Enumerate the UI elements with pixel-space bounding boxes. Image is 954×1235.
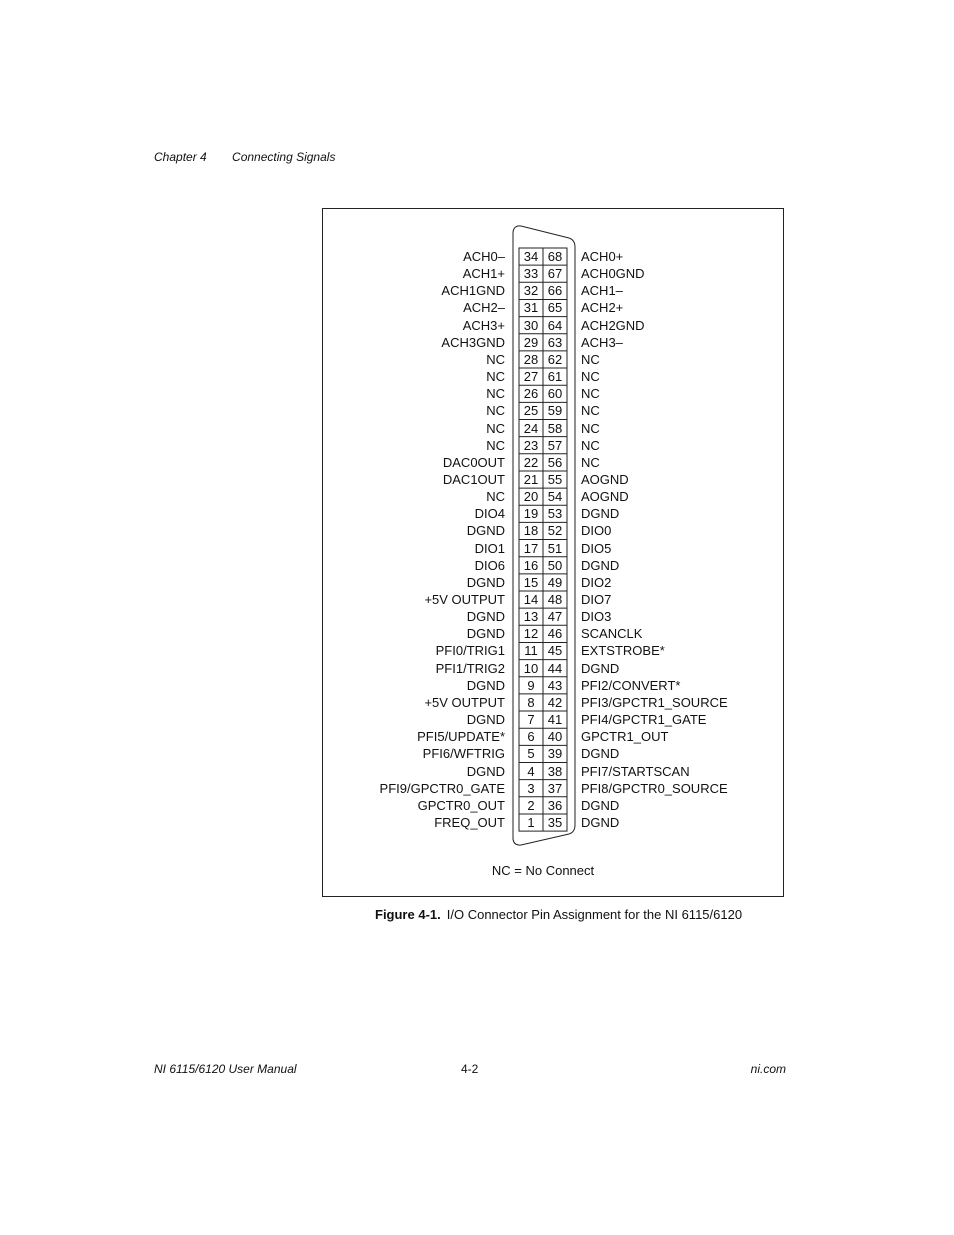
pin-left-label: ACH1GND [441,283,505,299]
pin-left-label: DGND [466,763,505,779]
pin-right-number: 37 [547,780,563,796]
pin-row [323,591,783,608]
pin-left-number: 14 [523,592,539,607]
pin-left-number: 4 [527,763,535,779]
pin-left-label: NC [486,369,505,385]
pin-left-number: 11 [524,643,538,659]
pin-right-label: ACH0GND [581,266,645,282]
pin-left-number: 30 [523,317,539,333]
figure-box [322,208,784,897]
pin-right-label: PFI8/GPCTR0_SOURCE [581,780,728,796]
pin-left-label: DGND [466,609,505,625]
pin-right-number: 58 [547,420,563,436]
pin-right-number: 39 [547,746,563,762]
pin-right-number: 61 [547,369,563,385]
pin-right-label: DIO7 [581,592,612,607]
pin-row [323,505,783,522]
pin-right-number: 67 [547,266,563,282]
pin-right-number: 44 [547,660,563,676]
pin-row [323,763,783,780]
pin-right-label: DIO5 [581,540,612,556]
pin-right-number: 45 [547,643,563,659]
pin-left-label: NC [486,489,505,505]
pin-left-label: NC [486,351,505,367]
figure-note: NC = No Connect [491,863,595,878]
pin-right-label: ACH3– [581,334,623,350]
pin-right-number: 52 [547,523,563,539]
pin-right-number: 66 [547,283,563,299]
pin-left-number: 25 [523,403,539,419]
pin-row [323,420,783,437]
running-header [154,150,335,164]
pin-right-label: NC [581,369,600,385]
pin-right-label: NC [581,437,600,453]
pin-row [323,265,783,282]
pin-left-label: DAC1OUT [442,471,505,487]
pin-right-number: 38 [547,763,563,779]
pin-right-label: PFI2/CONVERT* [581,677,681,693]
figure-caption [375,907,742,922]
pin-right-label: PFI7/STARTSCAN [581,763,690,779]
pin-row [323,694,783,711]
pin-left-label: PFI9/GPCTR0_GATE [379,780,505,796]
pin-left-label: ACH1+ [462,266,505,282]
pin-left-label: ACH2– [463,300,505,316]
pin-right-number: 57 [547,437,563,453]
pin-right-label: ACH2GND [581,317,645,333]
pin-right-label: NC [581,454,600,470]
pin-row [323,797,783,814]
pin-row [323,711,783,728]
pin-right-number: 55 [547,471,563,487]
pin-right-label: ACH0+ [581,249,624,264]
pin-row [323,248,783,265]
pin-row [323,334,783,351]
pin-row [323,282,783,299]
pin-left-label: DIO6 [474,557,505,573]
pin-right-label: PFI3/GPCTR1_SOURCE [581,694,728,710]
pin-left-label: DGND [466,523,505,539]
pin-left-number: 34 [523,249,539,264]
pin-right-number: 63 [547,334,563,350]
pin-left-label: DGND [466,626,505,642]
pin-left-label: PFI1/TRIG2 [435,660,505,676]
pin-left-number: 29 [523,334,539,350]
pin-right-number: 35 [547,814,563,830]
pin-row [323,299,783,316]
pin-right-number: 47 [547,609,563,625]
pin-row [323,745,783,762]
pin-left-label: ACH3GND [441,334,505,350]
pin-left-label: NC [486,437,505,453]
pin-right-label: DGND [581,557,620,573]
section-title: Connecting Signals [232,150,336,164]
footer-page-number: 4-2 [461,1062,479,1076]
pin-right-number: 68 [547,249,563,264]
pin-right-label: AOGND [581,471,629,487]
pin-left-number: 21 [523,471,539,487]
footer-website: ni.com [750,1062,786,1076]
pin-left-number: 20 [523,489,539,505]
pin-right-label: DGND [581,506,620,522]
pin-row [323,317,783,334]
pin-right-label: DIO2 [581,574,612,590]
pin-row [323,437,783,454]
pin-right-label: SCANCLK [581,626,643,642]
figure-caption-text: I/O Connector Pin Assignment for the NI 6115/6120 [446,907,743,922]
pin-left-label: +5V OUTPUT [424,694,505,710]
pin-left-label: DIO1 [474,540,505,556]
pin-right-number: 46 [547,626,563,642]
pin-left-label: DGND [466,574,505,590]
pin-right-label: AOGND [581,489,629,505]
pin-left-number: 13 [523,609,539,625]
pin-left-number: 7 [527,712,535,728]
pin-row [323,625,783,642]
figure-caption-label: Figure 4-1. [375,907,441,922]
pin-left-number: 15 [523,574,539,590]
pin-row [323,540,783,557]
chapter-label: Chapter 4 [154,150,207,164]
pin-left-number: 16 [523,557,539,573]
pin-right-number: 59 [547,403,563,419]
pin-left-label: ACH3+ [462,317,505,333]
pin-left-label: +5V OUTPUT [424,592,505,607]
pin-right-number: 54 [547,489,563,505]
pin-right-label: EXTSTROBE* [581,643,665,659]
pin-right-label: DGND [581,660,620,676]
pin-left-label: DGND [466,712,505,728]
pin-left-label: PFI6/WFTRIG [422,746,505,762]
pin-row [323,728,783,745]
pin-right-label: DIO0 [581,523,612,539]
pin-left-label: DAC0OUT [442,454,505,470]
pin-right-number: 40 [547,729,563,745]
pin-left-number: 31 [523,300,539,316]
pin-row [323,574,783,591]
pin-left-number: 18 [523,523,539,539]
pin-row [323,814,783,831]
pin-row [323,454,783,471]
footer-manual-title: NI 6115/6120 User Manual [154,1062,297,1076]
pin-right-number: 56 [547,454,563,470]
pin-row [323,642,783,659]
pin-left-label: NC [486,386,505,402]
pin-right-number: 50 [547,557,563,573]
pin-right-label: NC [581,403,600,419]
pin-row [323,677,783,694]
pin-row [323,557,783,574]
pin-right-label: DGND [581,797,620,813]
pin-right-number: 49 [547,574,563,590]
pin-left-label: PFI0/TRIG1 [435,643,505,659]
pin-right-number: 51 [547,540,563,556]
pin-right-number: 41 [547,712,563,728]
pin-right-number: 64 [547,317,563,333]
pin-right-label: DGND [581,746,620,762]
pin-right-number: 65 [547,300,563,316]
pin-right-label: GPCTR1_OUT [581,729,669,745]
pin-right-number: 42 [547,694,563,710]
pin-row [323,402,783,419]
pin-left-label: PFI5/UPDATE* [417,729,505,745]
pin-right-label: NC [581,386,600,402]
pin-left-number: 2 [527,797,535,813]
pin-left-number: 6 [527,729,535,745]
pin-right-number: 53 [547,506,563,522]
pin-left-number: 9 [527,677,535,693]
pin-right-number: 62 [547,351,563,367]
pin-row [323,471,783,488]
pin-left-label: ACH0– [463,249,505,264]
pin-left-number: 27 [523,369,539,385]
pin-right-label: NC [581,420,600,436]
pin-left-label: NC [486,403,505,419]
pin-row [323,488,783,505]
pin-row [323,780,783,797]
pin-left-number: 3 [527,780,535,796]
pin-left-number: 17 [523,540,539,556]
pin-row [323,660,783,677]
pin-left-number: 24 [523,420,539,436]
pin-left-number: 22 [523,454,539,470]
pin-left-number: 10 [523,660,539,676]
pin-left-label: DIO4 [474,506,505,522]
pin-row [323,608,783,625]
pin-right-label: PFI4/GPCTR1_GATE [581,712,707,728]
pin-right-number: 43 [547,677,563,693]
pin-right-number: 48 [547,592,563,607]
pin-left-number: 12 [523,626,539,642]
pin-left-number: 23 [523,437,539,453]
pin-left-label: FREQ_OUT [434,814,505,830]
pin-right-label: NC [581,351,600,367]
pin-left-number: 32 [523,283,539,299]
pin-row [323,522,783,539]
pin-right-label: ACH1– [581,283,623,299]
pin-left-number: 33 [523,266,539,282]
pin-left-number: 5 [527,746,535,762]
pin-right-label: DIO3 [581,609,612,625]
pin-left-label: NC [486,420,505,436]
pin-left-number: 28 [523,351,539,367]
pin-right-label: ACH2+ [581,300,624,316]
pin-left-number: 8 [527,694,535,710]
pin-right-label: DGND [581,814,620,830]
pin-left-label: GPCTR0_OUT [417,797,505,813]
pin-row [323,351,783,368]
pin-left-number: 26 [523,386,539,402]
pin-row [323,385,783,402]
pin-row [323,368,783,385]
pin-left-number: 19 [523,506,539,522]
pin-left-label: DGND [466,677,505,693]
pin-left-number: 1 [527,814,535,830]
pin-right-number: 36 [547,797,563,813]
pin-right-number: 60 [547,386,563,402]
